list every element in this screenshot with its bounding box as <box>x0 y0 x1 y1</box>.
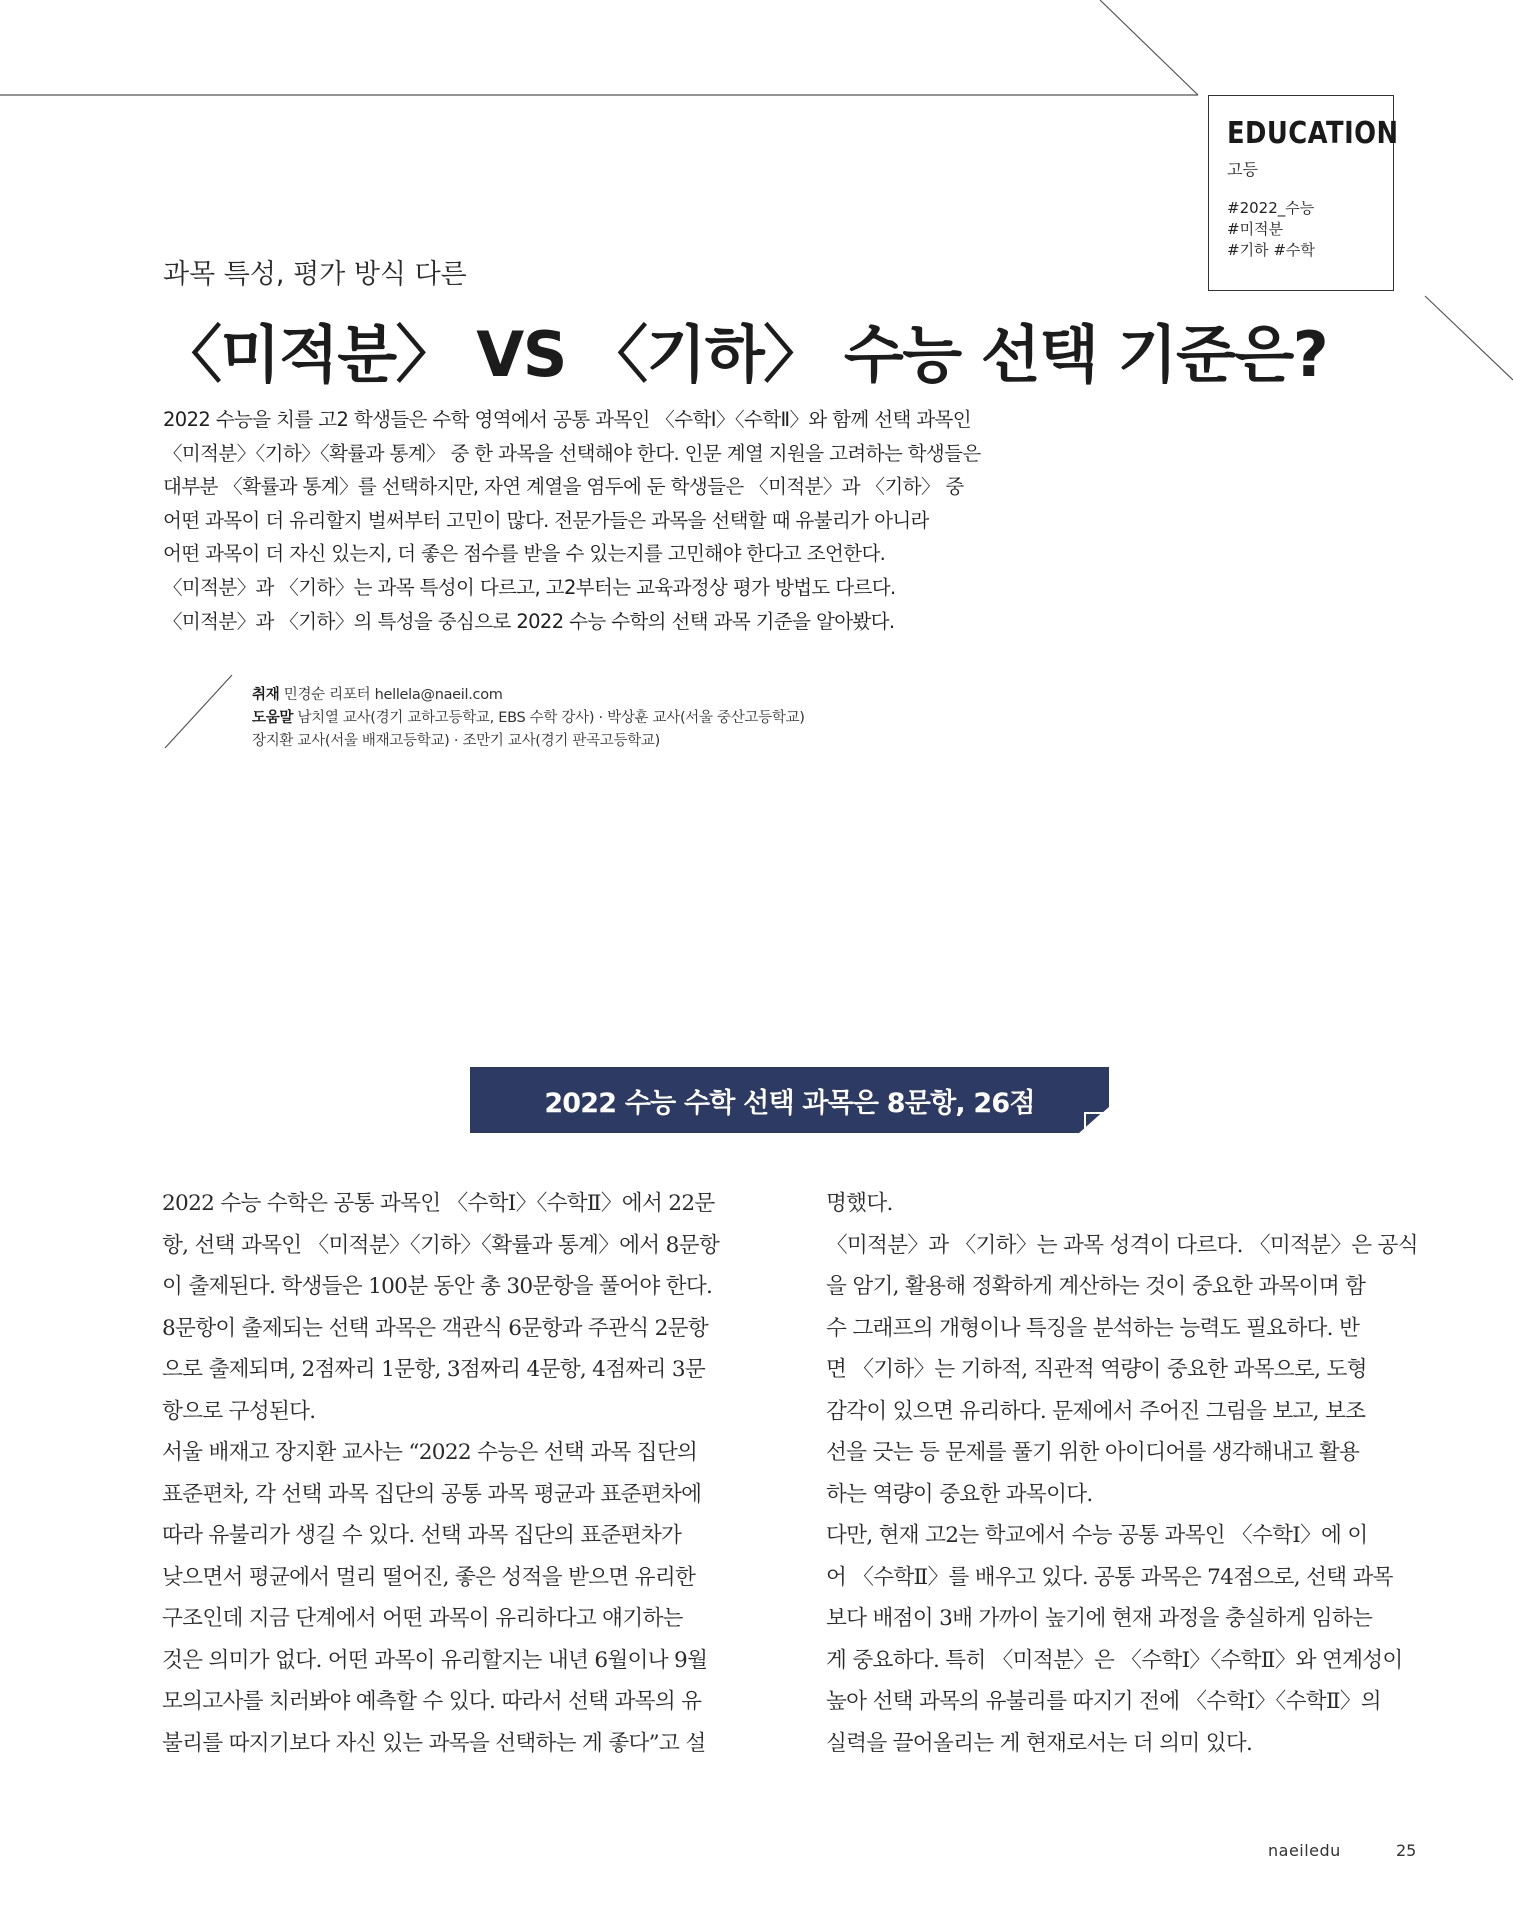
section-tag-box <box>1208 95 1399 291</box>
hashtag: #미적분 <box>1227 220 1284 238</box>
body-line: 낮으면서 평균에서 멀리 떨어진, 좋은 성적을 받으면 유리한 <box>162 1564 696 1590</box>
body-line: 이 출제된다. 학생들은 100분 동안 총 30문항을 풀어야 한다. <box>162 1274 713 1299</box>
helpers-line: 장지환 교사(서울 배재고등학교) · 조만기 교사(경기 판곡고등학교) <box>252 733 660 749</box>
lead-line: 어떤 과목이 더 유리할지 벌써부터 고민이 많다. 전문가들은 과목을 선택할 때 유불리가 아니라 <box>163 508 929 532</box>
footer-brand: naeiledu <box>1268 1841 1341 1860</box>
section-label: EDUCATION <box>1227 116 1399 151</box>
body-line: 보다 배점이 3배 가까이 높기에 현재 과정을 충실하게 임하는 <box>826 1606 1373 1631</box>
body-line: 수 그래프의 개형이나 특징을 분석하는 능력도 필요하다. 반 <box>826 1315 1360 1341</box>
page-fold-icon <box>1079 1107 1109 1133</box>
reporter-name: 민경순 리포터 hellela@naeil.com <box>283 687 503 703</box>
lead-line: 〈미적분〉과 〈기하〉의 특성을 중심으로 2022 수능 수학의 선택 과목 기준을 알아봤다. <box>163 609 895 633</box>
body-line: 어 〈수학Ⅱ〉를 배우고 있다. 공통 과목은 74점으로, 선택 과목 <box>826 1564 1393 1590</box>
body-line: 명했다. <box>826 1191 893 1216</box>
body-line: 항, 선택 과목인 〈미적분〉〈기하〉〈확률과 통계〉에서 8문항 <box>162 1232 719 1258</box>
body-line: 감각이 있으면 유리하다. 문제에서 주어진 그림을 보고, 보조 <box>826 1398 1366 1424</box>
body-line: 8문항이 출제되는 선택 과목은 객관식 6문항과 주관식 2문항 <box>162 1315 708 1341</box>
body-line: 게 중요하다. 특히 〈미적분〉은 〈수학Ⅰ〉〈수학Ⅱ〉와 연계성이 <box>826 1647 1403 1673</box>
body-line: 항으로 구성된다. <box>162 1398 316 1424</box>
hashtag-list <box>1227 198 1393 261</box>
body-line: 서울 배재고 장지환 교사는 “2022 수능은 선택 과목 집단의 <box>162 1440 698 1465</box>
page-number: 25 <box>1396 1841 1417 1860</box>
reporter-credit <box>252 684 805 707</box>
body-line: 것은 의미가 없다. 어떤 과목이 유리할지는 내년 6월이나 9월 <box>162 1647 708 1673</box>
lead-line: 2022 수능을 치를 고2 학생들은 수학 영역에서 공통 과목인 〈수학Ⅰ〉〈수학Ⅱ〉와 함께 선택 과목인 <box>163 408 972 431</box>
helpers-line: 남치열 교사(경기 교하고등학교, EBS 수학 강사) · 박상훈 교사(서울 중산고등학교) <box>297 710 805 726</box>
lead-line: 〈미적분〉과 〈기하〉는 과목 특성이 다르고, 고2부터는 교육과정상 평가 방법도 다르다. <box>163 575 896 599</box>
credits <box>252 684 805 753</box>
level-label: 고등 <box>1227 160 1258 179</box>
body-line: 2022 수능 수학은 공통 과목인 〈수학Ⅰ〉〈수학Ⅱ〉에서 22문 <box>162 1191 715 1216</box>
body-line: 〈미적분〉과 〈기하〉는 과목 성격이 다르다. 〈미적분〉은 공식 <box>826 1232 1418 1258</box>
body-line: 하는 역량이 중요한 과목이다. <box>826 1481 1093 1507</box>
body-line: 선을 긋는 등 문제를 풀기 위한 아이디어를 생각해내고 활용 <box>826 1440 1360 1465</box>
section-heading-banner <box>470 1067 1109 1133</box>
lead-line: 〈미적분〉〈기하〉〈확률과 통계〉 중 한 과목을 선택해야 한다. 인문 계열 지원을 고려하는 학생들은 <box>163 441 981 465</box>
article-subtitle: 과목 특성, 평가 방식 다른 <box>163 259 467 290</box>
body-line: 면 〈기하〉는 기하적, 직관적 역량이 중요한 과목으로, 도형 <box>826 1357 1367 1382</box>
body-column-right <box>826 1183 1418 1764</box>
body-line: 높아 선택 과목의 유불리를 따지기 전에 〈수학Ⅰ〉〈수학Ⅱ〉의 <box>826 1689 1381 1714</box>
lead-line: 대부분 〈확률과 통계〉를 선택하지만, 자연 계열을 염두에 둔 학생들은 〈미적분〉과 〈기하〉 중 <box>163 475 964 499</box>
body-line: 불리를 따지기보다 자신 있는 과목을 선택하는 게 좋다”고 설 <box>162 1730 706 1756</box>
article-title: 〈미적분〉 VS 〈기하〉 수능 선택 기준은? <box>160 318 1328 391</box>
body-line: 다만, 현재 고2는 학교에서 수능 공통 과목인 〈수학Ⅰ〉에 이 <box>826 1523 1368 1548</box>
helper-credit <box>252 707 805 730</box>
body-line: 실력을 끌어올리는 게 현재로서는 더 의미 있다. <box>826 1730 1253 1756</box>
section-heading: 2022 수능 수학 선택 과목은 8문항, 26점 <box>544 1087 1035 1119</box>
body-line: 모의고사를 치러봐야 예측할 수 있다. 따라서 선택 과목의 유 <box>162 1689 702 1714</box>
body-line: 으로 출제되며, 2점짜리 1문항, 3점짜리 4문항, 4점짜리 3문 <box>162 1357 706 1382</box>
body-line: 구조인데 지금 단계에서 어떤 과목이 유리하다고 얘기하는 <box>162 1606 683 1631</box>
hashtag: #기하 #수학 <box>1227 241 1315 259</box>
body-line: 따라 유불리가 생길 수 있다. 선택 과목 집단의 표준편차가 <box>162 1523 682 1548</box>
body-line: 을 암기, 활용해 정확하게 계산하는 것이 중요한 과목이며 함 <box>826 1274 1366 1299</box>
body-line: 표준편차, 각 선택 과목 집단의 공통 과목 평균과 표준편차에 <box>162 1481 702 1507</box>
reporter-label: 취재 <box>252 687 280 703</box>
hashtag: #2022_수능 <box>1227 199 1315 217</box>
lead-line: 어떤 과목이 더 자신 있는지, 더 좋은 점수를 받을 수 있는지를 고민해야 한다고 조언한다. <box>163 542 886 566</box>
body-column-left <box>162 1183 754 1764</box>
helper-label: 도움말 <box>252 710 294 726</box>
lead-paragraph <box>163 403 1063 638</box>
